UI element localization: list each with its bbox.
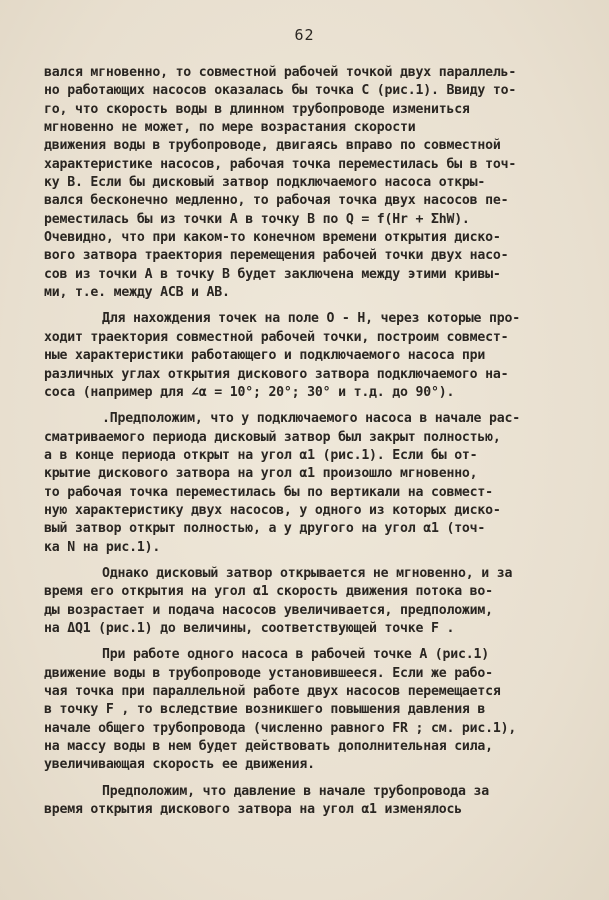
paragraph-gap (44, 775, 589, 783)
text-line: вый затвор открыт полностью, а у другого на угол α1 (точ- (44, 521, 486, 537)
paragraph-gap (44, 302, 589, 310)
paragraph-gap (44, 557, 589, 565)
page-number: 62 (294, 26, 315, 44)
text-line: начале общего трубопровода (численно равного FR ; см. рис.1), (44, 720, 517, 736)
text-line: вого затвора траектория перемещения рабочей точки двух насо- (44, 248, 509, 264)
text-line: соса (например для ∠α = 10°; 20°; 30° и т.д. до 90°). (44, 384, 455, 400)
text-line: Очевидно, что при каком-то конечном времени открытия диско- (44, 230, 501, 246)
paragraph-gap (44, 402, 589, 410)
text-line: на массу воды в нем будет действовать дополнительная сила, (44, 739, 493, 755)
text-line: различных углах открытия дискового затвора подключаемого на- (44, 366, 509, 382)
text-line: а в конце периода открыт на угол α1 (рис.1). Если бы от- (44, 447, 478, 463)
text-line: .Предположим, что у подключаемого насоса в начале рас- (102, 411, 520, 427)
text-line: реместилась бы из точки А в точку В по Q = f(Hr + ΣhW). (44, 211, 470, 227)
text-line: чая точка при параллельной работе двух насосов перемещается (44, 684, 501, 699)
text-line: го, что скорость воды в длинном трубопроводе измениться (44, 101, 470, 117)
text-line: вался бесконечно медленно, то рабочая точка двух насосов пе- (44, 193, 509, 209)
text-line: ходит траектория совместной рабочей точки, построим совмест- (44, 329, 509, 345)
text-line: движение воды в трубопроводе установившееся. Если же рабо- (44, 665, 493, 681)
text-line: При работе одного насоса в рабочей точке А (рис.1) (102, 647, 489, 663)
text-line: Для нахождения точек на поле О - Н, через которые про- (102, 311, 520, 327)
text-line: вался мгновенно, то совместной рабочей точкой двух параллель- (44, 65, 517, 80)
text-line: сов из точки А в точку В будет заключена между этими кривы- (44, 266, 501, 282)
paragraph (44, 646, 589, 774)
text-line: мгновенно не может, по мере возрастания скорости (44, 120, 416, 136)
text-line: на ΔQ1 (рис.1) до величины, соответствующей точке F . (44, 620, 455, 636)
text-line: ку В. Если бы дисковый затвор подключаемого насоса откры- (44, 175, 486, 191)
text-line: ную характеристику двух насосов, у одного из которых диско- (44, 502, 501, 518)
paragraph (44, 565, 589, 638)
paragraph-gap (44, 638, 589, 646)
text-line: ми, т.е. между АСВ и АВ. (44, 285, 230, 301)
text-line: ды возрастает и подача насосов увеличивается, предположим, (44, 602, 493, 618)
text-line: Однако дисковый затвор открывается не мгновенно, и за (102, 565, 513, 581)
text-line: увеличивающая скорость ее движения. (44, 757, 315, 773)
text-line: но работающих насосов оказалась бы точка С (рис.1). Ввиду то- (44, 83, 517, 99)
text-line: то рабочая точка переместилась бы по вертикали на совмест- (44, 484, 493, 500)
text-line: движения воды в трубопроводе, двигаясь вправо по совместной (44, 138, 501, 154)
text-line: характеристике насосов, рабочая точка переместилась бы в точ- (44, 156, 517, 172)
text-line: ка N на рис.1). (44, 539, 161, 555)
text-line: в точку F , то вследствие возникшего повышения давления в (44, 702, 486, 718)
paragraph (44, 783, 589, 820)
text-line: Предположим, что давление в начале трубопровода за (102, 783, 489, 799)
paragraph (44, 64, 589, 302)
text-line: сматриваемого периода дисковый затвор был закрыт полностью, (44, 429, 501, 445)
paragraph (44, 410, 589, 557)
text-line: время открытия дискового затвора на угол α1 изменялось (44, 802, 462, 818)
text-line: крытие дискового затвора на угол α1 произошло мгновенно, (44, 466, 478, 482)
paragraph (44, 310, 589, 402)
text-line: ные характеристики работающего и подключаемого насоса при (44, 348, 486, 364)
body-text (44, 64, 589, 819)
text-line: время его открытия на угол α1 скорость движения потока во- (44, 584, 493, 600)
